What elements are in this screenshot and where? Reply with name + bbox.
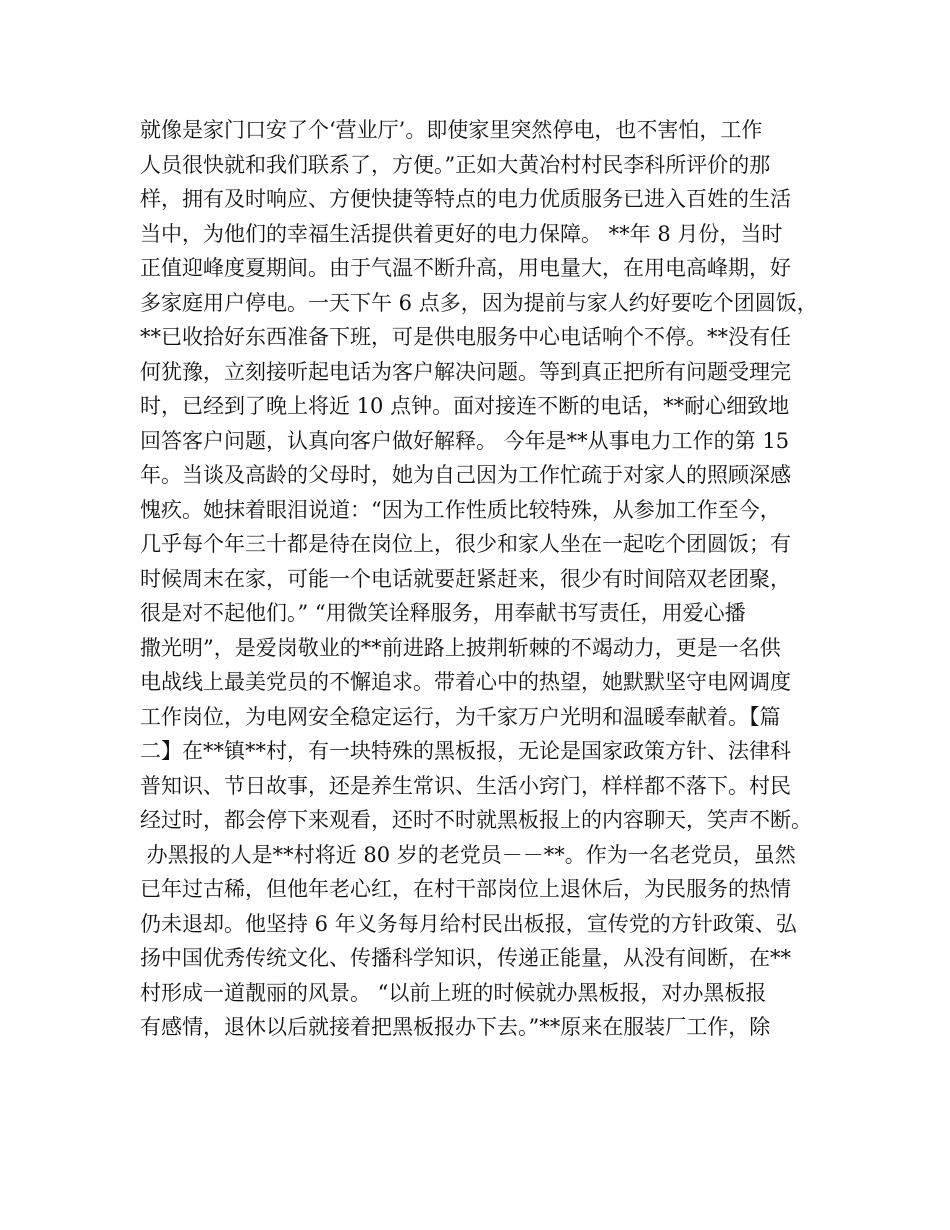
text-line: 已年过古稀，但他年老心红，在村干部岗位上退休后，为民服务的热情 bbox=[140, 877, 791, 901]
text-line: 有感情，退休以后就接着把黑板报办下去。”**原来在服装厂工作，除 bbox=[140, 1015, 771, 1039]
text-line: 经过时，都会停下来观看，还时不时就黑板报上的内容聊天，笑声不断。 bbox=[140, 808, 812, 832]
text-line: 扬中国优秀传统文化、传播科学知识，传递正能量，从没有间断，在** bbox=[140, 946, 791, 970]
text-line: 多家庭用户停电。一天下午 6 点多，因为提前与家人约好要吃个团圆饭， bbox=[140, 290, 818, 315]
text-line: 村形成一道靓丽的风景。 “以前上班的时候就办黑板报，对办黑板报 bbox=[140, 980, 767, 1005]
text-line: 很是对不起他们。” “用微笑诠释服务，用奉献书写责任，用爱心播 bbox=[140, 601, 746, 625]
text-line: 人员很快就和我们联系了，方便。”正如大黄冶村村民李科所评价的那 bbox=[140, 152, 771, 177]
text-line: 几乎每个年三十都是待在岗位上，很少和家人坐在一起吃个团圆饭；有 bbox=[140, 532, 791, 556]
text-line: 时，已经到了晚上将近 10 点钟。面对接连不断的电话，**耐心细致地 bbox=[140, 394, 790, 418]
text-line: 样，拥有及时响应、方便快捷等特点的电力优质服务已进入百姓的生活 bbox=[140, 187, 791, 211]
text-line: 就像是家门口安了个‘营业厅’。即使家里突然停电，也不害怕，工作 bbox=[140, 118, 763, 142]
text-line: 普知识、节日故事，还是养生常识、生活小窍门，样样都不落下。村民 bbox=[140, 773, 791, 798]
text-line: 正值迎峰度夏期间。由于气温不断升高，用电量大，在用电高峰期，好 bbox=[140, 256, 791, 280]
text-line: 电战线上最美党员的不懈追求。带着心中的热望，她默默坚守电网调度 bbox=[140, 670, 791, 694]
text-line: 工作岗位，为电网安全稳定运行，为千家万户光明和温暖奉献着。【篇 bbox=[140, 704, 781, 729]
text-line: 办黑报的人是**村将近 80 岁的老党员－－**。作为一名老党员，虽然 bbox=[140, 842, 796, 867]
text-line: 愧疚。她抹着眼泪说道：“因为工作性质比较特殊，从参加工作至今， bbox=[140, 497, 781, 522]
text-line: **已收拾好东西准备下班，可是供电服务中心电话响个不停。**没有任 bbox=[140, 325, 791, 349]
text-line: 撒光明”，是爱岗敬业的**前进路上披荆斩棘的不竭动力，更是一名供 bbox=[140, 635, 781, 660]
text-line: 年。当谈及高龄的父母时，她为自己因为工作忙疏于对家人的照顾深感 bbox=[140, 463, 791, 487]
text-line: 回答客户问题，认真向客户做好解释。 今年是**从事电力工作的第 15 bbox=[140, 428, 790, 453]
text-line: 当中，为他们的幸福生活提供着更好的电力保障。 **年 8 月份，当时 bbox=[140, 221, 783, 246]
text-line: 何犹豫，立刻接听起电话为客户解决问题。等到真正把所有问题受理完 bbox=[140, 359, 791, 384]
text-line: 时候周末在家，可能一个电话就要赶紧赶来，很少有时间陪双老团聚， bbox=[140, 566, 791, 591]
text-line: 仍未退却。他坚持 6 年义务每月给村民出板报，宣传党的方针政策、弘 bbox=[140, 911, 797, 936]
body-text bbox=[140, 113, 830, 1045]
text-line: 二】在**镇**村，有一块特殊的黑板报，无论是国家政策方针、法律科 bbox=[140, 739, 791, 763]
